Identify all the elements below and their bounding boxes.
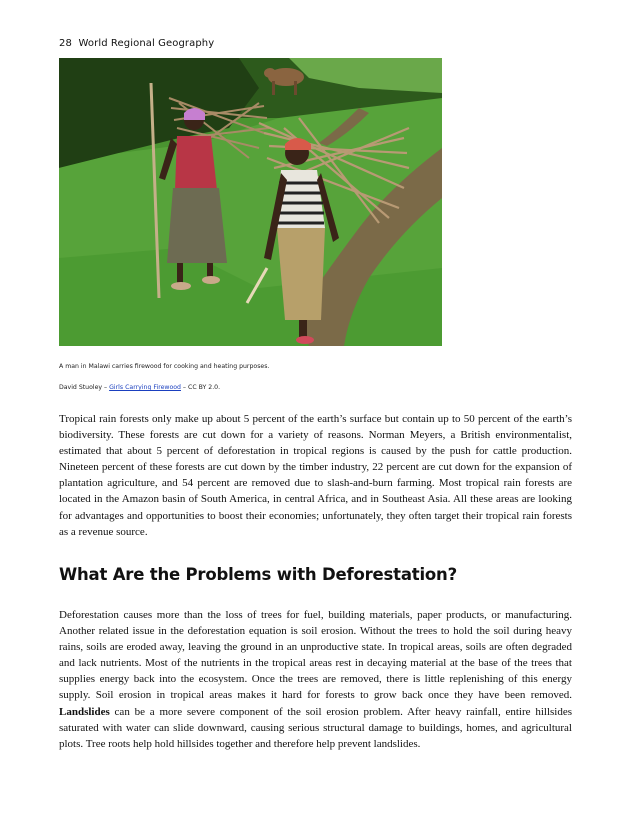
- photo-women-carrying-firewood-icon: [59, 58, 442, 346]
- body-paragraph-1: Tropical rain forests only make up about 5 percent of the earth’s surface but contain up to 50 percent of the earth’s biodiversity. These forests are cut down for a variety of reasons. Norman Meyers, a British environmentalist, estimated that about 5 percent of deforestation in tropical regions is caused by the push for cattle production. Nineteen percent of these forests are cut down by the timber industry, 22 percent are cut down for the expansion of plantation agriculture, and 54 percent are removed due to slash-and-burn farming. Most tropical rain forests are located in the Amazon basin of South America, in central Africa, and in Southeast Asia. All these areas are looking for advantages and opportunities to boost their economies; unfortunately, they often target their tropical rain forests as a revenue source.: [59, 413, 572, 538]
- running-head: [59, 38, 214, 49]
- credit-link[interactable]: Girls Carrying Firewood: [109, 384, 181, 391]
- credit-author: David Stuoley –: [59, 384, 110, 391]
- body-paragraph-2: [59, 607, 572, 752]
- book-title: World Regional Geography: [78, 38, 215, 49]
- section-heading: What Are the Problems with Deforestation?: [59, 565, 457, 584]
- page-number: 28: [59, 38, 72, 49]
- paragraph-2-text-b: can be a more severe component of the soil erosion problem. After heavy rainfall, entire hillsides saturated with water can slide downward, causing serious structural damage to buildings, homes, and agricultural plots. Tree roots help hold hillsides together and therefore help prevent landslides.: [59, 705, 572, 750]
- credit-license: – CC BY 2.0.: [180, 384, 221, 391]
- figure-credit: [59, 384, 220, 391]
- paragraph-2-text-a: Deforestation causes more than the loss of trees for fuel, building materials, paper products, or manufacturing. Another related issue in the deforestation equation is soil erosion. Without the trees to hold the soil during heavy rains, soils are eroded away, leaving the ground in an unproductive state. In tropical areas, soils are often degraded and lack nutrients. Most of the nutrients in the tropical areas rest in decaying material at the base of the trees that supplies energy back into the ecosystem. Once the trees are removed, there is little replenishing of this energy supply. Soil erosion in tropical areas makes it hard for forests to grow back once they have been removed.: [59, 609, 572, 702]
- figure-photo: [59, 58, 442, 346]
- key-term-landslides: Landslides: [59, 705, 110, 718]
- figure-caption: A man in Malawi carries firewood for cooking and heating purposes.: [59, 363, 270, 370]
